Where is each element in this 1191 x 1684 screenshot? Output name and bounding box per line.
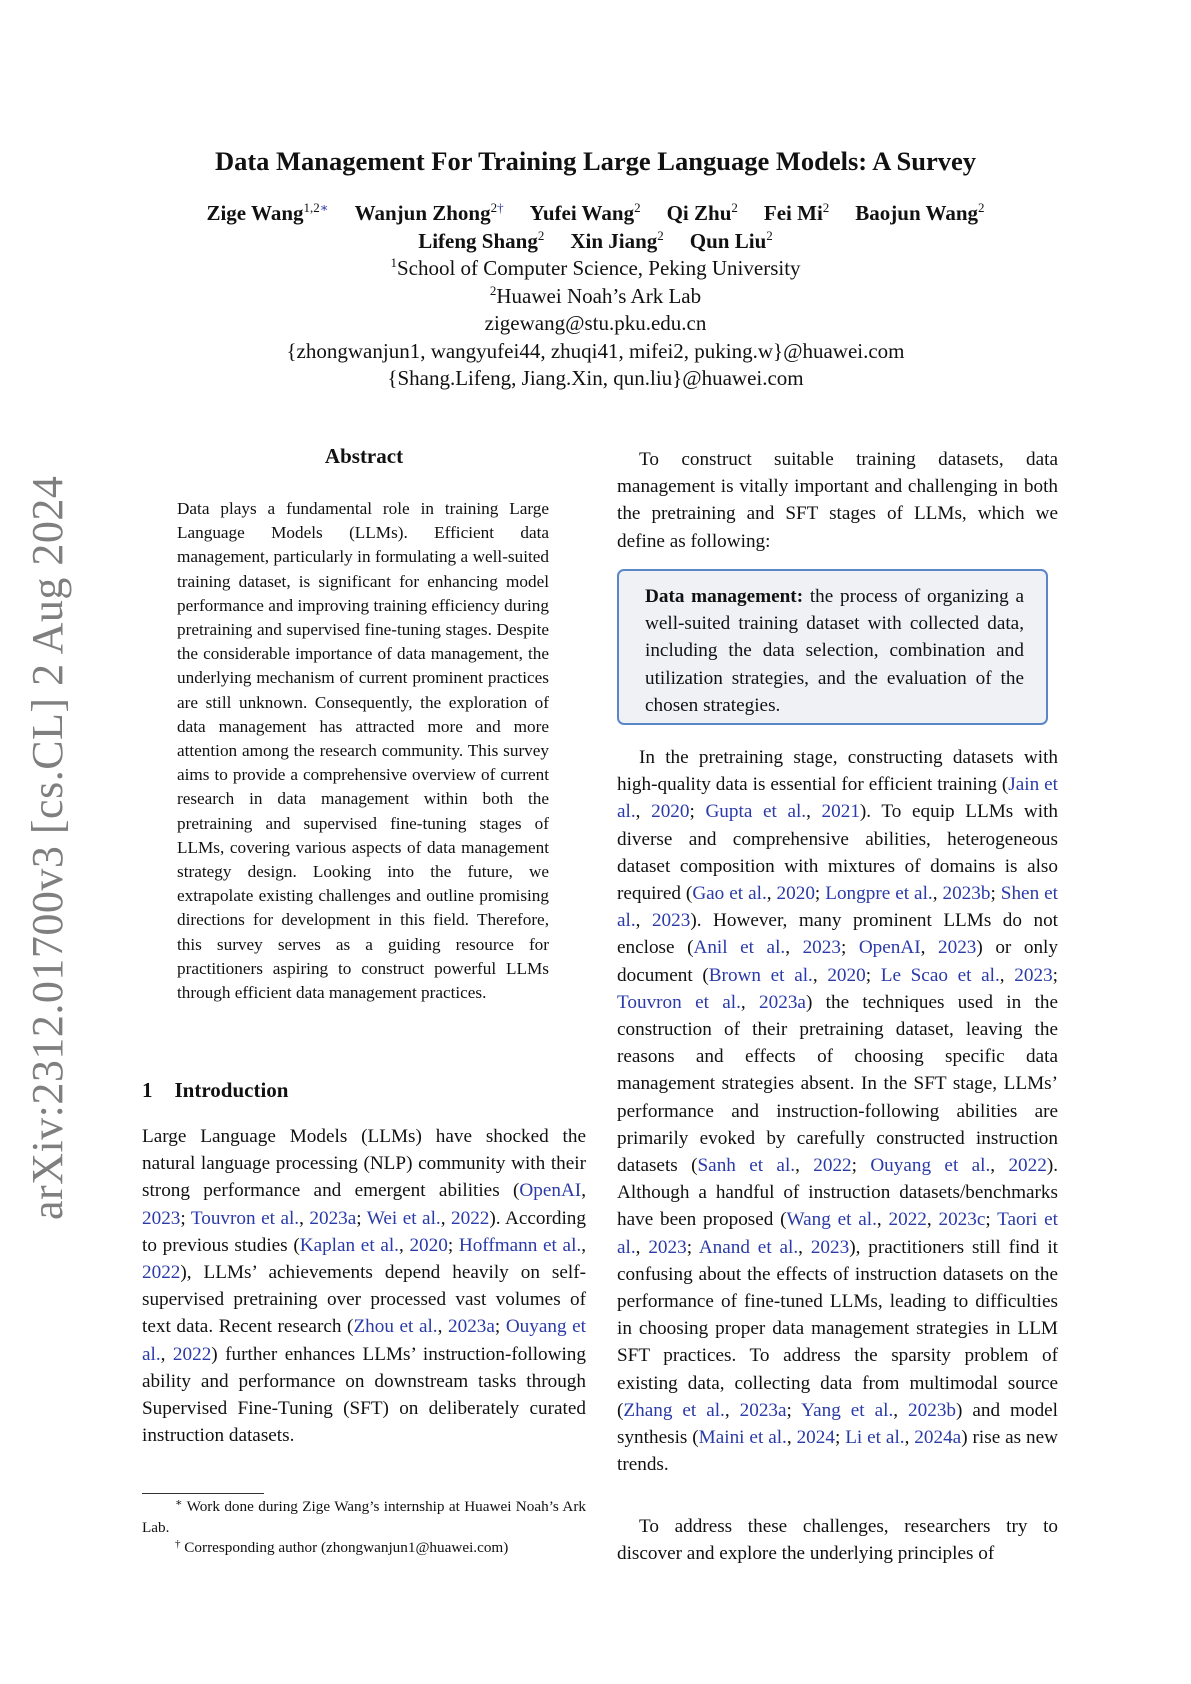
citation-link[interactable]: Wang et al. xyxy=(786,1209,877,1231)
email-3: {Shang.Lifeng, Jiang.Xin, qun.liu}@huawei.com xyxy=(387,366,804,390)
citation-link[interactable]: Ouyang et al. xyxy=(142,1316,587,1365)
citation-link[interactable]: 2023 xyxy=(648,1236,687,1258)
author-block xyxy=(0,200,1191,393)
paper-title: Data Management For Training Large Language Models: A Survey xyxy=(214,146,977,176)
email-1: zigewang@stu.pku.edu.cn xyxy=(484,311,707,335)
citation-link[interactable]: Jain et al. xyxy=(617,774,1058,823)
citation-link[interactable]: 2023 xyxy=(810,1236,850,1258)
citation-link[interactable]: Longpre et al. xyxy=(825,883,933,905)
definition-term: Data management: xyxy=(645,586,804,607)
author-line-1 xyxy=(0,200,1191,228)
citation-link[interactable]: Anil et al. xyxy=(693,937,786,959)
author-name: Zige Wang$^{1,2∗}$ xyxy=(206,200,329,225)
intro-paragraph-1: Large Language Models (LLMs) have shocked the natural language processing (NLP) community with their strong performance and emergent abilities (OpenAI, 2023; Touvron et al., 2023a; Wei et al., 2022). According to previous studies (Kaplan et al., 2020; Hoffmann et al., 2022), LLMs’ achievements depend heavily on self-supervised pretraining over processed vast volumes of text data. Recent research (Zhou et al., 2023a; Ouyang et al., 2022) further enhances LLMs’ instruction-following ability and performance on downstream tasks through Supervised Fine-Tuning (SFT) on deliberately curated instruction datasets. xyxy=(142,1126,587,1447)
citation-link[interactable]: Le Scao et al. xyxy=(880,964,1000,986)
citation-link[interactable]: Touvron et al. xyxy=(617,991,741,1013)
abstract-text: Data plays a fundamental role in training Large Language Models (LLMs). Efficient data management, particularly in formulating a well-suited training dataset, is significant for enhancing model performance and improving training efficiency during pretraining and supervised fine-tuning stages. Despite the considerable importance of data management, the underlying mechanism of current prominent practices are still unknown. Consequently, the exploration of data management has attracted more and more attention among the research community. This survey aims to provide a comprehensive overview of current research in data management within both the pretraining and supervised fine-tuning stages of LLMs, covering various aspects of data management strategy design. Looking into the future, we extrapolate existing challenges and outline promising directions for development in this field. Therefore, this survey serves as a guiding resource for practitioners aspiring to construct powerful LLMs through efficient data management practices. xyxy=(177,499,549,1003)
citation-link[interactable]: Wei et al. xyxy=(366,1207,441,1229)
citation-link[interactable]: 2023b xyxy=(942,883,991,905)
footnote-2: † Corresponding author (zhongwanjun1@huawei.com) xyxy=(175,1538,509,1556)
citation-link[interactable]: Brown et al. xyxy=(708,964,813,986)
citation-link[interactable]: 2023b xyxy=(908,1399,956,1421)
citation-link[interactable]: 2023 xyxy=(1014,964,1053,986)
author-name: Wanjun Zhong$^{2\dagger}$ xyxy=(354,200,504,225)
citation-link[interactable]: Yang et al. xyxy=(801,1399,894,1421)
citation-link[interactable]: Touvron et al. xyxy=(190,1207,300,1229)
affiliation-1: $^1$School of Computer Science, Peking University xyxy=(390,255,801,280)
author-name: Xin Jiang$^2$ xyxy=(570,227,664,253)
citation-link[interactable]: Zhou et al. xyxy=(353,1316,438,1338)
citation-link[interactable]: 2023a xyxy=(739,1399,787,1421)
right-paragraph-1: To construct suitable training datasets, data management is vitally important and challenging in both the pretraining and SFT stages of LLMs, which we define as following: xyxy=(617,449,1058,552)
author-name: Yufei Wang$^2$ xyxy=(529,200,641,225)
citation-link[interactable]: 2023a xyxy=(759,991,806,1013)
citation-link[interactable]: Shen et al. xyxy=(617,883,1058,932)
citation-link[interactable]: 2022 xyxy=(142,1262,181,1284)
citation-link[interactable]: 2022 xyxy=(813,1155,852,1177)
footnote-rule xyxy=(142,1493,264,1494)
citation-link[interactable]: Ouyang et al. xyxy=(870,1155,991,1177)
citation-link[interactable]: OpenAI xyxy=(858,937,921,959)
author-name: Baojun Wang$^2$ xyxy=(855,200,985,225)
citation-link[interactable]: Li et al. xyxy=(845,1427,905,1449)
definition-text: the process of organizing a well-suited training dataset with collected data, including the data selection, combination and utilization strategies, and the evaluation of the chosen strategies. xyxy=(645,586,1024,716)
citation-link[interactable]: 2020 xyxy=(827,964,866,986)
citation-link[interactable]: Hoffmann et al. xyxy=(458,1234,582,1256)
citation-link[interactable]: 2023c xyxy=(938,1209,986,1231)
citation-link[interactable]: 2022 xyxy=(888,1209,927,1231)
citation-link[interactable]: 2023 xyxy=(651,910,691,932)
citation-link[interactable]: 2022 xyxy=(1008,1155,1047,1177)
footnotes xyxy=(142,1497,586,1559)
citation-link[interactable]: 2023a xyxy=(448,1316,495,1338)
author-line-2 xyxy=(0,228,1191,256)
citation-link[interactable]: 2024 xyxy=(796,1427,835,1449)
citation-link[interactable]: OpenAI xyxy=(519,1180,582,1202)
definition-box xyxy=(617,569,1048,725)
citation-link[interactable]: 2023 xyxy=(142,1207,181,1229)
citation-link[interactable]: 2020 xyxy=(651,801,690,823)
email-2: {zhongwanjun1, wangyufei44, zhuqi41, mifei2, puking.w}@huawei.com xyxy=(286,338,905,363)
citation-link[interactable]: Anand et al. xyxy=(698,1236,799,1258)
footnote-1: ∗ Work done during Zige Wang’s internship at Huawei Noah’s Ark Lab. xyxy=(142,1497,586,1536)
author-name: Qi Zhu$^2$ xyxy=(666,200,738,225)
citation-link[interactable]: Kaplan et al. xyxy=(299,1234,399,1256)
citation-link[interactable]: Gupta et al. xyxy=(705,801,807,823)
author-name: Fei Mi$^2$ xyxy=(763,200,830,225)
citation-link[interactable]: 2023 xyxy=(938,937,977,959)
citation-link[interactable]: 2020 xyxy=(776,883,815,905)
section-heading-introduction xyxy=(142,1078,288,1103)
citation-link[interactable]: 2022 xyxy=(172,1343,212,1365)
section-number: 1 xyxy=(142,1078,153,1102)
abstract-heading: Abstract xyxy=(324,444,404,468)
citation-link[interactable]: Maini et al. xyxy=(698,1427,787,1449)
author-name: Lifeng Shang$^2$ xyxy=(418,227,545,253)
right-paragraph-2: In the pretraining stage, constructing datasets with high-quality data is essential for efficient training (Jain et al., 2020; Gupta et al., 2021). To equip LLMs with diverse and comprehensive abilities, heterogeneous dataset composition with mixtures of domains is also required (Gao et al., 2020; Longpre et al., 2023b; Shen et al., 2023). However, many prominent LLMs do not enclose (Anil et al., 2023; OpenAI, 2023) or only document (Brown et al., 2020; Le Scao et al., 2023; Touvron et al., 2023a) the techniques used in the construction of their pretraining dataset, leaving the reasons and effects of choosing specific data management strategies absent. In the SFT stage, LLMs’ performance and instruction-following abilities are primarily evoked by carefully constructed instruction datasets (Sanh et al., 2022; Ouyang et al., 2022). Although a handful of instruction datasets/benchmarks have been proposed (Wang et al., 2022, 2023c; Taori et al., 2023; Anand et al., 2023), practitioners still find it confusing about the effects of instruction datasets on the performance of fine-tuned LLMs, leading to difficulties in choosing proper data management strategies in LLM SFT practices. To address the sparsity problem of existing data, collecting data from multimodal source (Zhang et al., 2023a; Yang et al., 2023b) and model synthesis (Maini et al., 2024; Li et al., 2024a) rise as new trends. xyxy=(617,747,1059,1476)
citation-link[interactable]: Sanh et al. xyxy=(697,1155,796,1177)
citation-link[interactable]: 2024a xyxy=(914,1427,962,1449)
affiliation-2: $^2$Huawei Noah’s Ark Lab xyxy=(489,282,702,308)
citation-link[interactable]: Taori et al. xyxy=(617,1209,1059,1258)
citation-link[interactable]: 2023 xyxy=(802,937,841,959)
right-paragraph-3: To address these challenges, researchers try to discover and explore the underlying principles of xyxy=(617,1516,1058,1565)
citation-link[interactable]: 2020 xyxy=(409,1234,448,1256)
citation-link[interactable]: 2021 xyxy=(821,801,860,823)
section-title: Introduction xyxy=(174,1078,289,1102)
citation-link[interactable]: 2022 xyxy=(451,1207,490,1229)
arxiv-identifier: arXiv:2312.01700v3 [cs.CL] 2 Aug 2024 xyxy=(23,475,72,1220)
citation-link[interactable]: Gao et al. xyxy=(692,883,767,905)
citation-link[interactable]: 2023a xyxy=(309,1207,357,1229)
author-name: Qun Liu$^2$ xyxy=(689,227,773,253)
citation-link[interactable]: Zhang et al. xyxy=(623,1399,725,1421)
